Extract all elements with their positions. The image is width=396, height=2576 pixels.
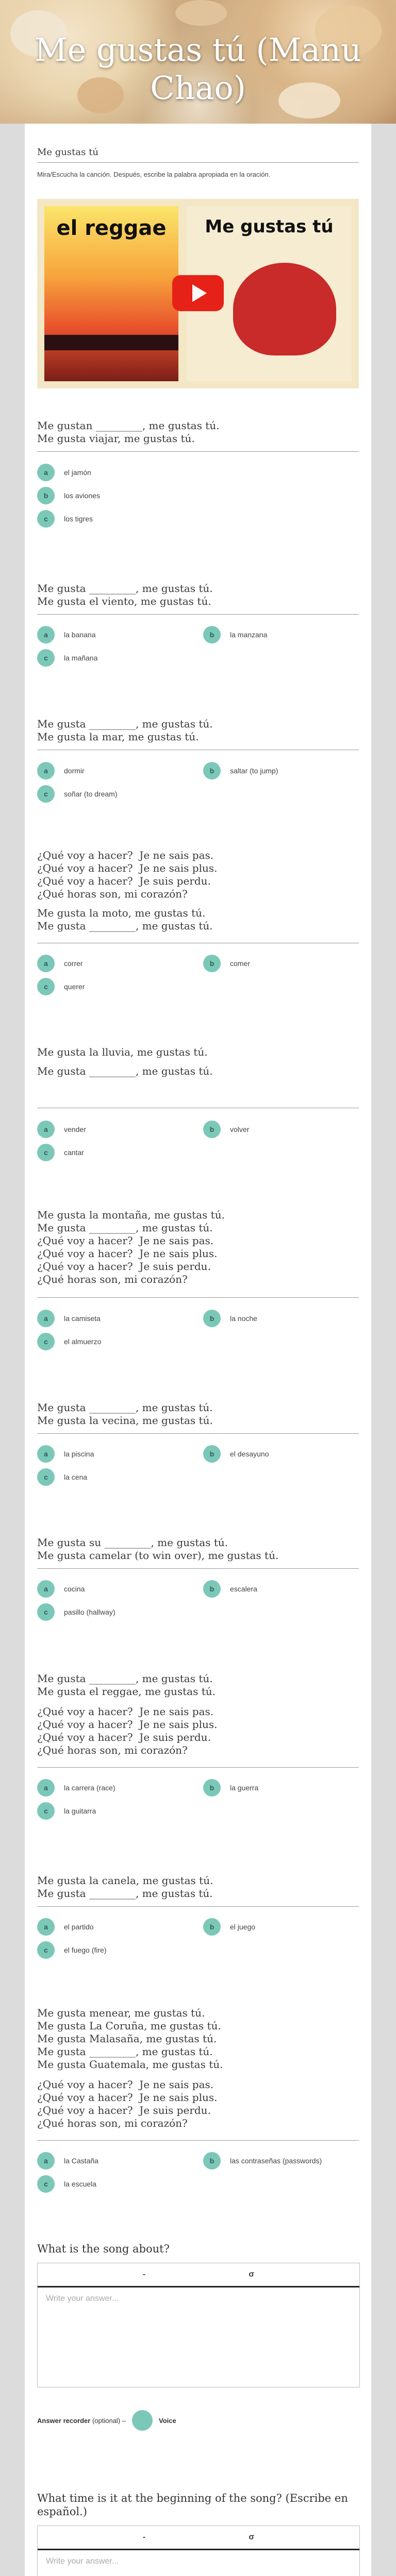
lyrics-block: Me gusta la lluvia, me gustas tú. Me gusta _________, me gustas tú. [37, 1046, 213, 1077]
answer-recorder: Answer recorder (optional) – Voice [37, 2410, 176, 2431]
choice-option[interactable]: b la guerra [203, 1777, 258, 1798]
divider [37, 1433, 359, 1434]
choice-letter-bubble: c [37, 785, 55, 803]
choice-option[interactable]: c la escuela [37, 2174, 96, 2194]
divider [37, 1906, 359, 1907]
divider [37, 1297, 359, 1298]
choice-letter-bubble: a [37, 1779, 55, 1797]
choice-option[interactable]: b escalera [203, 1579, 257, 1599]
choice-option[interactable]: c soñar (to dream) [37, 784, 117, 804]
question-title: What is the song about? [37, 2243, 170, 2255]
choice-option[interactable]: a correr [37, 953, 83, 974]
lyrics-block: Me gusta _________, me gustas tú. Me gusta la vecina, me gustas tú. [37, 1401, 213, 1427]
choice-letter-bubble: a [37, 2152, 55, 2170]
answer-placeholder: Write your answer... [46, 2557, 119, 2566]
minus-icon[interactable]: - [142, 2533, 146, 2541]
choice-option[interactable]: b los aviones [37, 485, 100, 506]
video-player[interactable] [37, 199, 359, 388]
choice-option[interactable]: a la banana [37, 624, 96, 645]
choice-option[interactable]: a dormir [37, 760, 85, 781]
choice-letter-bubble: b [203, 1121, 221, 1138]
choice-letter-bubble: b [203, 1445, 221, 1463]
choice-letter-bubble: b [203, 1310, 221, 1327]
video-right-text: Me gustas tú [205, 216, 334, 237]
choice-option[interactable]: a la carrera (race) [37, 1777, 116, 1798]
lyrics-block: Me gusta _________, me gustas tú. Me gusta la mar, me gustas tú. [37, 718, 213, 743]
choice-letter-bubble: c [37, 978, 55, 995]
sunset-horizon [44, 335, 178, 350]
answer-placeholder: Write your answer... [46, 2294, 119, 2303]
choice-option[interactable]: b las contraseñas (passwords) [203, 2150, 322, 2171]
answer-editor[interactable] [37, 2526, 360, 2576]
choice-letter-bubble: c [37, 2175, 55, 2193]
video-left-text: el reggae [56, 216, 167, 240]
choice-letter-bubble: c [37, 1603, 55, 1621]
instructions: Mira/Escucha la canción. Después, escribe la palabra apropiada en la oración. [37, 171, 271, 178]
lyrics-block: Me gusta la canela, me gustas tú. Me gusta _________, me gustas tú. [37, 1874, 213, 1900]
choice-option[interactable]: a el partido [37, 1917, 94, 1937]
choice-letter-bubble: c [37, 1468, 55, 1486]
choice-option[interactable]: c querer [37, 976, 85, 997]
shell-decoration [175, 0, 227, 26]
answer-editor[interactable] [37, 2263, 360, 2387]
lyrics-block: ¿Qué voy a hacer? Je ne sais pas. ¿Qué voy a hacer? Je ne sais plus. ¿Qué voy a hacer? Je suis perdu. ¿Qué horas son, mi corazón? Me gusta la moto, me gustas tú. Me gusta _________, me gustas tú. [37, 849, 218, 932]
choice-option[interactable]: c cantar [37, 1142, 84, 1163]
sigma-icon[interactable]: σ [249, 2533, 255, 2541]
video-thumbnail-left [44, 206, 178, 381]
choice-letter-bubble: a [37, 464, 55, 481]
choice-letter-bubble: b [203, 955, 221, 972]
question-title: What time is it at the beginning of the song? (Escribe en español.) [37, 2492, 348, 2518]
record-voice-button[interactable] [132, 2410, 153, 2431]
editor-toolbar [38, 2263, 359, 2287]
choice-option[interactable]: a la piscina [37, 1444, 94, 1464]
lyrics-block: Me gusta _________, me gustas tú. Me gusta el reggae, me gustas tú. ¿Qué voy a hacer? Je ne sais pas. ¿Qué voy a hacer? Je ne sais plus. ¿Qué voy a hacer? Je suis perdu. ¿Qué horas son, mi corazón? [37, 1672, 218, 1756]
choice-option[interactable]: b el juego [203, 1917, 255, 1937]
sigma-icon[interactable]: σ [249, 2270, 255, 2279]
choice-letter-bubble: a [37, 626, 55, 643]
choice-letter-bubble: b [203, 1918, 221, 1936]
choice-option[interactable]: a el jamón [37, 462, 91, 483]
choice-option[interactable]: b la manzana [203, 624, 267, 645]
choice-option[interactable]: b el desayuno [203, 1444, 269, 1464]
choice-letter-bubble: c [37, 1144, 55, 1161]
play-icon [192, 284, 207, 302]
choice-letter-bubble: c [37, 1941, 55, 1959]
choice-option[interactable]: c la guitarra [37, 1801, 96, 1821]
choice-letter-bubble: a [37, 1310, 55, 1327]
choice-letter-bubble: a [37, 1580, 55, 1598]
choice-letter-bubble: b [37, 487, 55, 504]
choice-option[interactable]: c los tigres [37, 509, 93, 529]
choice-letter-bubble: a [37, 1918, 55, 1936]
lyrics-block: Me gusta menear, me gustas tú. Me gusta La Coruña, me gustas tú. Me gusta Malasaña, me gustas tú. Me gusta _________, me gustas tú. Me gusta Guatemala, me gustas tú. ¿Qué voy a hacer? Je ne sais pas. ¿Qué voy a hacer? Je ne sais plus. ¿Qué voy a hacer? Je suis perdu. ¿Qué horas son, mi corazón? [37, 2007, 223, 2129]
divider [37, 614, 359, 615]
choice-option[interactable]: c la mañana [37, 648, 97, 668]
choice-letter-bubble: b [203, 762, 221, 779]
worksheet [25, 124, 371, 2576]
page-title: Me gustas tú (Manu Chao) [35, 31, 361, 107]
divider [37, 1767, 359, 1768]
choice-letter-bubble: b [203, 626, 221, 643]
lyrics-block: Me gusta la montaña, me gustas tú. Me gusta _________, me gustas tú. ¿Qué voy a hacer? Je ne sais pas. ¿Qué voy a hacer? Je ne sais plus. ¿Qué voy a hacer? Je suis perdu. ¿Qué horas son, mi corazón? [37, 1209, 225, 1285]
choice-letter-bubble: c [37, 1802, 55, 1820]
minus-icon[interactable]: - [142, 2270, 146, 2279]
choice-option[interactable]: b saltar (to jump) [203, 760, 278, 781]
choice-option[interactable]: a vender [37, 1119, 86, 1140]
divider [37, 451, 359, 452]
choice-option[interactable]: b volver [203, 1119, 249, 1140]
choice-letter-bubble: c [37, 649, 55, 667]
choice-option[interactable]: b la noche [203, 1308, 257, 1329]
voice-label: Voice [159, 2416, 176, 2425]
section-title: Me gustas tú [37, 147, 98, 158]
choice-letter-bubble: a [37, 762, 55, 779]
choice-option[interactable]: a la Castaña [37, 2150, 98, 2171]
play-button[interactable] [172, 275, 224, 311]
choice-letter-bubble: c [37, 1333, 55, 1350]
choice-letter-bubble: b [203, 2152, 221, 2170]
choice-option[interactable]: a la camiseta [37, 1308, 101, 1329]
choice-option[interactable]: c el fuego (fire) [37, 1940, 106, 1960]
editor-toolbar [38, 2526, 359, 2550]
choice-option[interactable]: c pasillo (hallway) [37, 1602, 116, 1622]
choice-option[interactable]: c el almuerzo [37, 1331, 101, 1352]
divider [37, 2140, 359, 2141]
header-banner [0, 0, 396, 124]
choice-option[interactable]: a cocina [37, 1579, 85, 1599]
choice-letter-bubble: a [37, 1121, 55, 1138]
heart-shape [233, 263, 336, 355]
choice-letter-bubble: b [203, 1779, 221, 1797]
choice-letter-bubble: a [37, 1445, 55, 1463]
choice-letter-bubble: b [203, 1580, 221, 1598]
choice-letter-bubble: c [37, 510, 55, 528]
choice-letter-bubble: a [37, 955, 55, 972]
lyrics-block: Me gusta _________, me gustas tú. Me gusta el viento, me gustas tú. [37, 582, 213, 607]
divider [37, 1568, 359, 1569]
divider [37, 162, 359, 163]
lyrics-block: Me gusta su _________, me gustas tú. Me gusta camelar (to win over), me gustas tú. [37, 1536, 279, 1562]
choice-option[interactable]: c la cena [37, 1467, 87, 1487]
choice-option[interactable]: b comer [203, 953, 250, 974]
lyrics-block: Me gustan _________, me gustas tú. Me gusta viajar, me gustas tú. [37, 419, 220, 445]
